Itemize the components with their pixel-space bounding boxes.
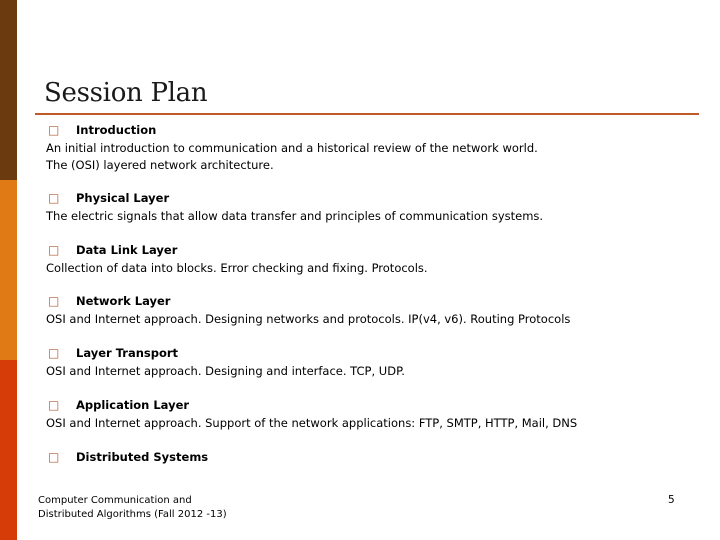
square-bullet-icon [46, 397, 76, 415]
decorative-band-bottom [0, 360, 17, 540]
session-item-layer-transport [46, 345, 405, 380]
item-title: Application Layer [76, 398, 190, 412]
item-title: Data Link Layer [76, 243, 178, 257]
item-title: Introduction [76, 123, 157, 137]
item-description: OSI and Internet approach. Designing networks and protocols. IP(v4, v6). Routing Protocols [46, 311, 571, 326]
decorative-band-top [0, 0, 17, 180]
session-item-physical-layer [46, 190, 543, 225]
square-bullet-icon [46, 449, 76, 467]
item-title: Layer Transport [76, 346, 179, 360]
session-item-network-layer [46, 293, 570, 328]
item-description: OSI and Internet approach. Support of the network applications: FTP, SMTP, HTTP, Mail, DNS [46, 415, 578, 430]
slide-title: Session Plan [44, 78, 208, 108]
page-number: 5 [668, 494, 675, 506]
session-item-application-layer [46, 397, 577, 432]
item-description: OSI and Internet approach. Designing and interface. TCP, UDP. [46, 363, 405, 378]
decorative-band-middle [0, 180, 17, 360]
item-description: The electric signals that allow data transfer and principles of communication systems. [46, 208, 544, 223]
item-description: The (OSI) layered network architecture. [46, 158, 274, 172]
item-title: Network Layer [76, 294, 171, 308]
square-bullet-icon [46, 242, 76, 260]
item-title: Physical Layer [76, 191, 170, 205]
session-item-introduction [46, 122, 538, 175]
title-underline [35, 113, 699, 115]
item-description: Collection of data into blocks. Error checking and fixing. Protocols. [46, 260, 428, 275]
square-bullet-icon [46, 345, 76, 363]
session-item-data-link-layer [46, 242, 428, 277]
square-bullet-icon [46, 122, 76, 140]
session-item-distributed-systems [46, 449, 208, 467]
item-description: An initial introduction to communication and a historical review of the network world. [46, 140, 538, 155]
item-title: Distributed Systems [76, 450, 209, 464]
square-bullet-icon [46, 293, 76, 311]
square-bullet-icon [46, 190, 76, 208]
footer-course-title: Computer Communication and Distributed Algorithms (Fall 2012 -13) [38, 495, 227, 520]
